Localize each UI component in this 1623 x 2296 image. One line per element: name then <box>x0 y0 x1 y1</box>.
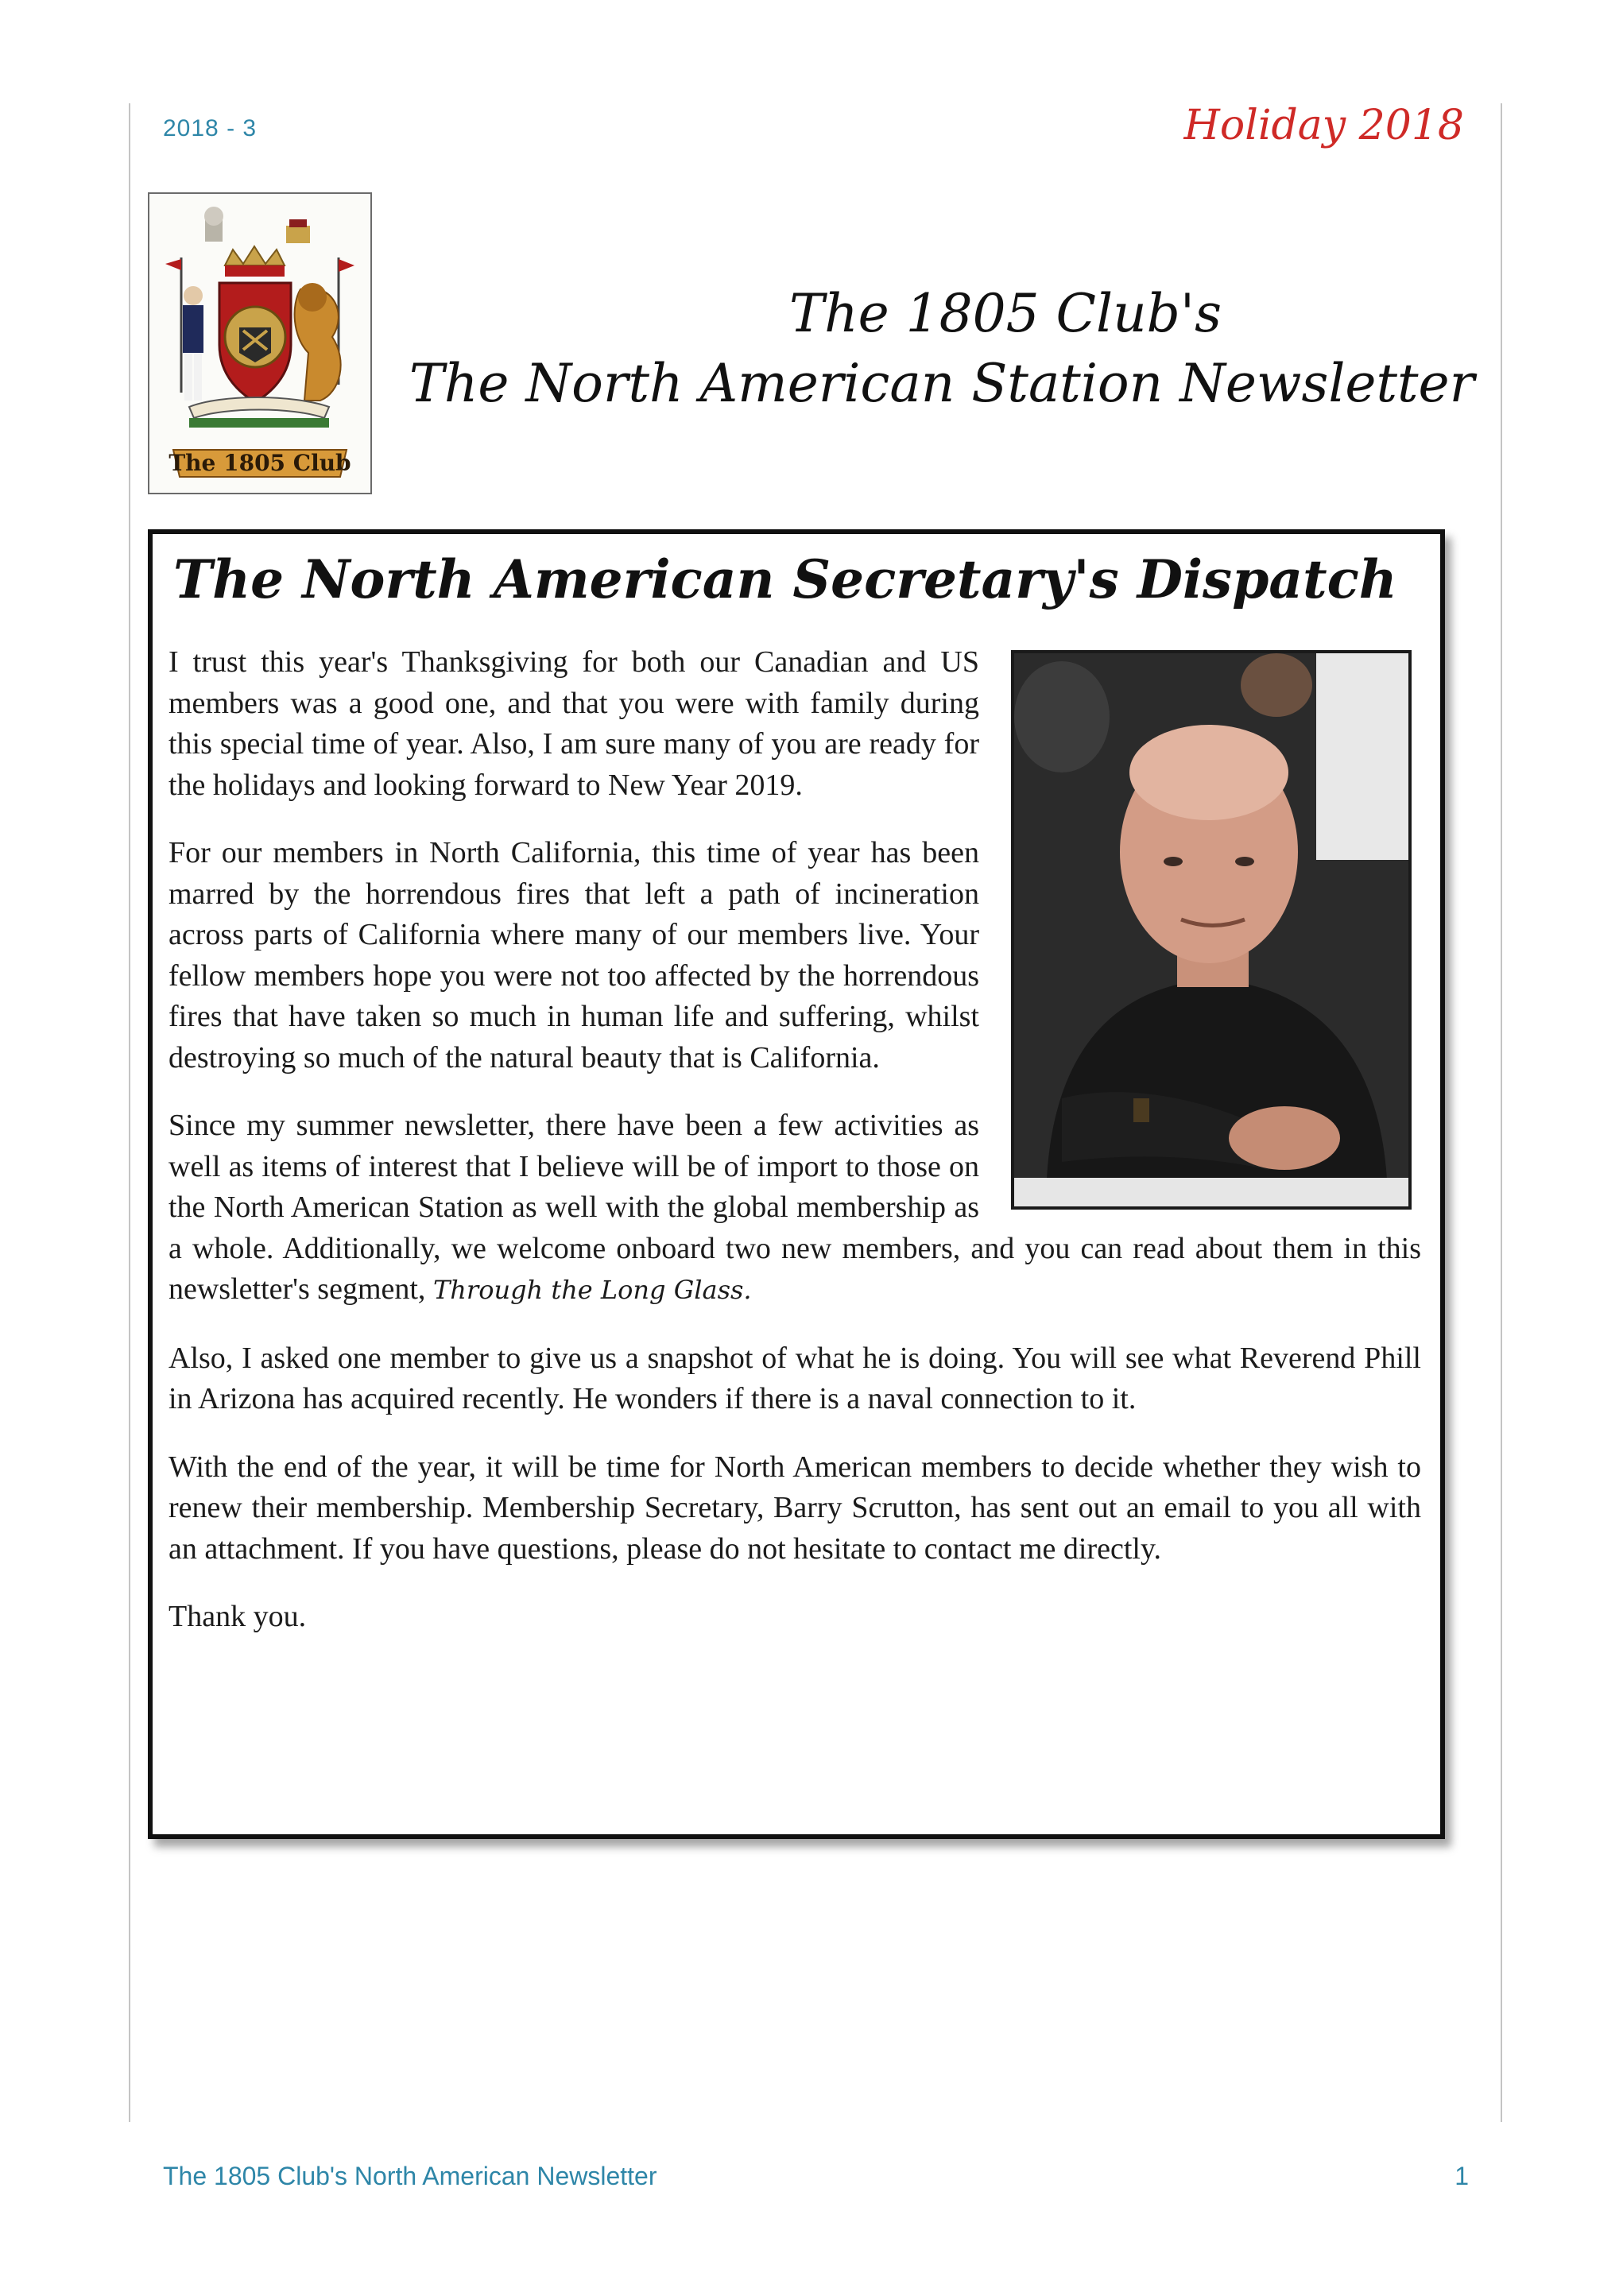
dispatch-paragraph: For our members in North California, this time of year has been marred by the horrendous fires that left a path of incineration across parts of California where many of our members live. Your fellow members hope you were not too affected by the horrendous fires that have taken so much in human life and suffering, whilst destroying so much of the natural beauty that is California. <box>168 836 979 1074</box>
dispatch-title: The North American Secretary's Dispatch <box>173 548 1397 610</box>
right-margin-rule <box>1501 103 1502 2122</box>
club-crest-image <box>148 192 372 494</box>
footer-page-number: 1 <box>1455 2162 1469 2190</box>
secretary-portrait-photo <box>1011 650 1412 1210</box>
left-margin-rule <box>129 103 130 2122</box>
masthead-line-2: The North American Station Newsletter <box>409 353 1475 414</box>
issue-season: Holiday 2018 <box>1183 102 1464 149</box>
newsletter-masthead <box>397 282 1486 422</box>
dispatch-paragraph-text: Since my summer newsletter, there have been a few activities as well as items of interest that I believe will be of import to those on the North American Station as well with the global membership as a whole. Additionally, we welcome onboard two new members, and you can read about them in this newsletter's segment, <box>168 1109 1421 1306</box>
dispatch-paragraph: With the end of the year, it will be time for North American members to decide whether they wish to renew their membership. Membership Secretary, Barry Scrutton, has sent out an email to you all with an attachment. If you have questions, please do not hesitate to contact me directly. <box>168 1450 1421 1566</box>
crest-banner-text: The 1805 Club <box>168 450 351 476</box>
masthead-line-1: The 1805 Club's <box>789 283 1222 344</box>
dispatch-paragraph: I trust this year's Thanksgiving for both our Canadian and US members was a good one, and that you were with family during this special time of year. Also, I am sure many of you are ready for the holidays and looking forward to New Year 2019. <box>168 645 979 802</box>
portrait-photo-icon <box>1014 653 1408 1206</box>
dispatch-signoff: Thank you. <box>168 1600 307 1633</box>
footer-publication-name: The 1805 Club's North American Newsletter <box>163 2162 657 2190</box>
segment-name: Through the Long Glass. <box>432 1275 752 1305</box>
dispatch-paragraph: Also, I asked one member to give us a snapshot of what he is doing. You will see what Reverend Phill in Arizona has acquired recently. He wonders if there is a naval connection to it. <box>168 1341 1421 1415</box>
coat-of-arms-icon <box>149 194 370 493</box>
issue-number: 2018 - 3 <box>163 115 258 141</box>
secretary-dispatch-box <box>148 529 1445 1839</box>
dispatch-body <box>168 642 1421 1665</box>
